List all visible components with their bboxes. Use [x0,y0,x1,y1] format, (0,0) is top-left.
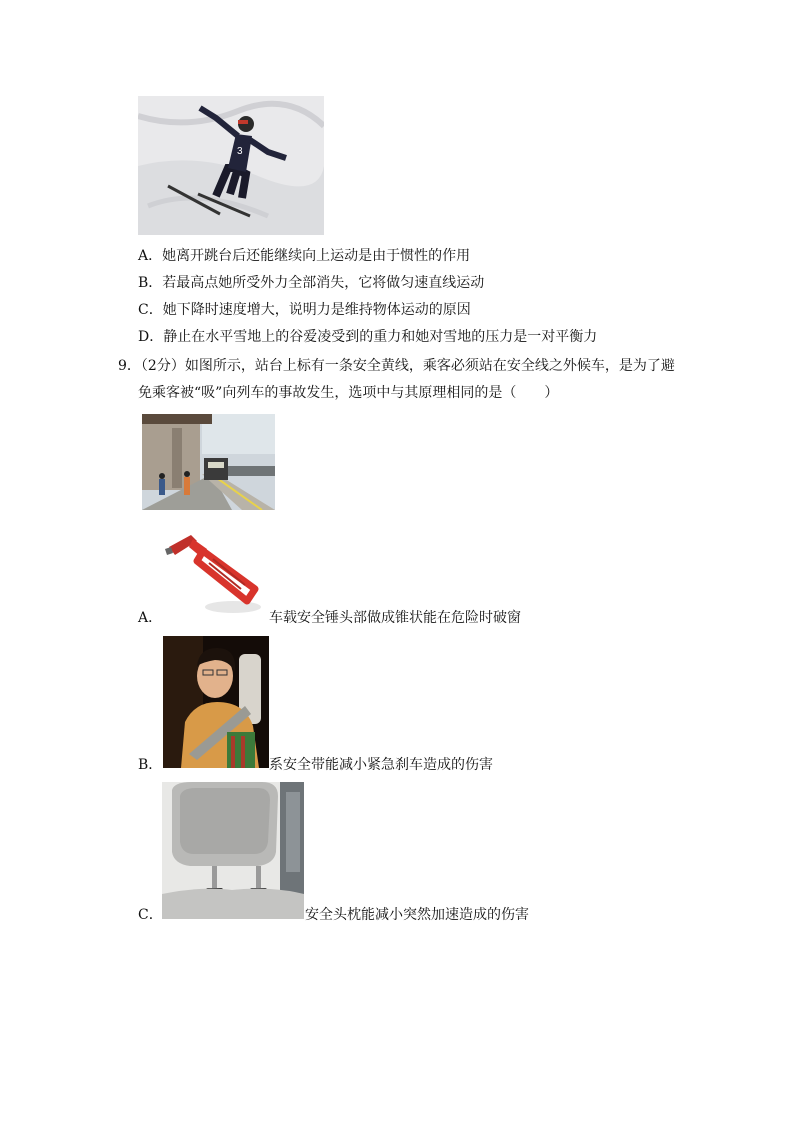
option-text: 她下降时速度增大，说明力是维持物体运动的原因 [162,302,471,318]
q8-option-b [138,273,484,293]
seatbelt-photo [163,636,269,768]
option-text: 车载安全锤头部做成锥状能在危险时破窗 [269,610,521,626]
safety-hammer-image [163,527,267,617]
q9-option-a-text [269,608,521,628]
q8-option-d [138,327,597,347]
question-stem-continued: 免乘客被“吸”向列车的事故发生，选项中与其原理相同的是（ ） [138,385,559,401]
headrest-photo [162,782,304,919]
q8-option-a [138,246,470,266]
question-score: （2分） [140,358,185,374]
q9-option-c-text [305,905,529,925]
skier-photo [138,96,324,235]
question-number: 9． [118,358,141,374]
q8-option-c [138,300,471,320]
q9-option-c [138,905,163,925]
q9-stem-line2 [138,383,558,403]
option-letter: B． [138,275,163,291]
option-text: 静止在水平雪地上的谷爱凌受到的重力和她对雪地的压力是一对平衡力 [163,329,598,345]
option-text: 她离开跳台后还能继续向上运动是由于惯性的作用 [162,248,471,264]
q9-stem-line1 [118,356,675,376]
option-letter: B． [138,757,163,773]
q9-option-a [138,608,162,628]
option-letter: C． [138,302,163,318]
q9-option-b-text [269,755,493,775]
bib-number: 3 [237,146,243,157]
option-letter: D． [138,329,164,345]
option-letter: A． [138,248,163,264]
option-text: 系安全带能减小紧急刹车造成的伤害 [269,757,493,773]
option-text: 若最高点她所受外力全部消失，它将做匀速直线运动 [162,275,485,291]
question-stem: 如图所示，站台上标有一条安全黄线，乘客必须站在安全线之外候车，是为了避 [184,358,675,374]
q9-option-b [138,755,162,775]
station-photo [142,414,275,510]
option-text: 安全头枕能减小突然加速造成的伤害 [305,907,529,923]
option-letter: A． [138,610,163,626]
option-letter: C． [138,907,163,923]
